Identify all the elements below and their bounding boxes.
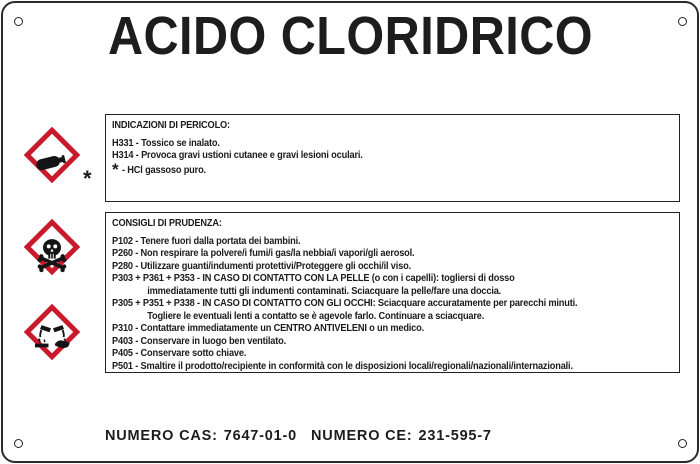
mounting-hole-bottom-right <box>678 439 687 448</box>
hazard-box-header: INDICAZIONI DI PERICOLO: <box>112 119 230 131</box>
cas-value: 7647-01-0 <box>223 428 298 444</box>
precaution-line-p303-cont: immediatamente tutti gli indumenti contaminati. Sciacquare la pelle/fare una doccia. <box>147 284 502 297</box>
note-text: - HCl gassoso puro. <box>122 163 207 176</box>
hazard-note-line <box>112 159 673 179</box>
cas-label: NUMERO CAS: <box>105 428 218 444</box>
ce-value: 231-595-7 <box>418 428 492 444</box>
mounting-hole-bottom-left <box>14 439 23 448</box>
registry-numbers <box>105 428 498 444</box>
precaution-line-p501: P501 - Smaltire il prodotto/recipiente in conformità con le disposizioni locali/regionali/nazionali/internazionali. <box>112 359 573 372</box>
precaution-line-p305: P305 + P351 + P338 - IN CASO DI CONTATTO CON GLI OCCHI: Sciacquare accuratamente per parecchi minuti. <box>112 297 578 309</box>
hazard-statements-box <box>105 114 680 202</box>
hazard-line-h331: H331 - Tossico se inalato. <box>112 136 220 149</box>
precaution-line-p280: P280 - Utilizzare guanti/indumenti protettivi/Proteggere gli occhi/il viso. <box>112 259 411 272</box>
precaution-line-p260: P260 - Non respirare la polvere/i fumi/i gas/la nebbia/i vapori/gli aerosol. <box>112 247 415 259</box>
precaution-line-p303: P303 + P361 + P353 - IN CASO DI CONTATTO CON LA PELLE (o con i capelli): togliersi di dosso <box>112 272 515 284</box>
precaution-line-p403: P403 - Conservare in luogo ben ventilato. <box>112 334 287 347</box>
corrosion-icon <box>32 319 72 359</box>
sign-title <box>0 6 700 66</box>
precaution-line-p102: P102 - Tenere fuori dalla portata dei bambini. <box>112 234 301 247</box>
ce-label: NUMERO CE: <box>311 428 413 444</box>
skull-crossbones-icon <box>32 234 72 274</box>
gas-cylinder-icon <box>32 142 72 182</box>
precaution-line-p405: P405 - Conservare sotto chiave. <box>112 347 247 359</box>
precautionary-statements-box <box>105 212 680 373</box>
pictogram-asterisk: * <box>83 166 92 191</box>
precaution-line-p310: P310 - Contattare immediatamente un CENTRO ANTIVELENI o un medico. <box>112 322 425 334</box>
precaution-line-p305-cont: Togliere le eventuali lenti a contatto se è agevole farlo. Continuare a sciacquare. <box>147 309 485 322</box>
precaution-box-header: CONSIGLI DI PRUDENZA: <box>112 217 222 229</box>
sign-title-text: ACIDO CLORIDRICO <box>107 6 593 66</box>
note-asterisk: * <box>112 159 119 179</box>
hazard-line-h314: H314 - Provoca gravi ustioni cutanee e gravi lesioni oculari. <box>112 149 363 161</box>
